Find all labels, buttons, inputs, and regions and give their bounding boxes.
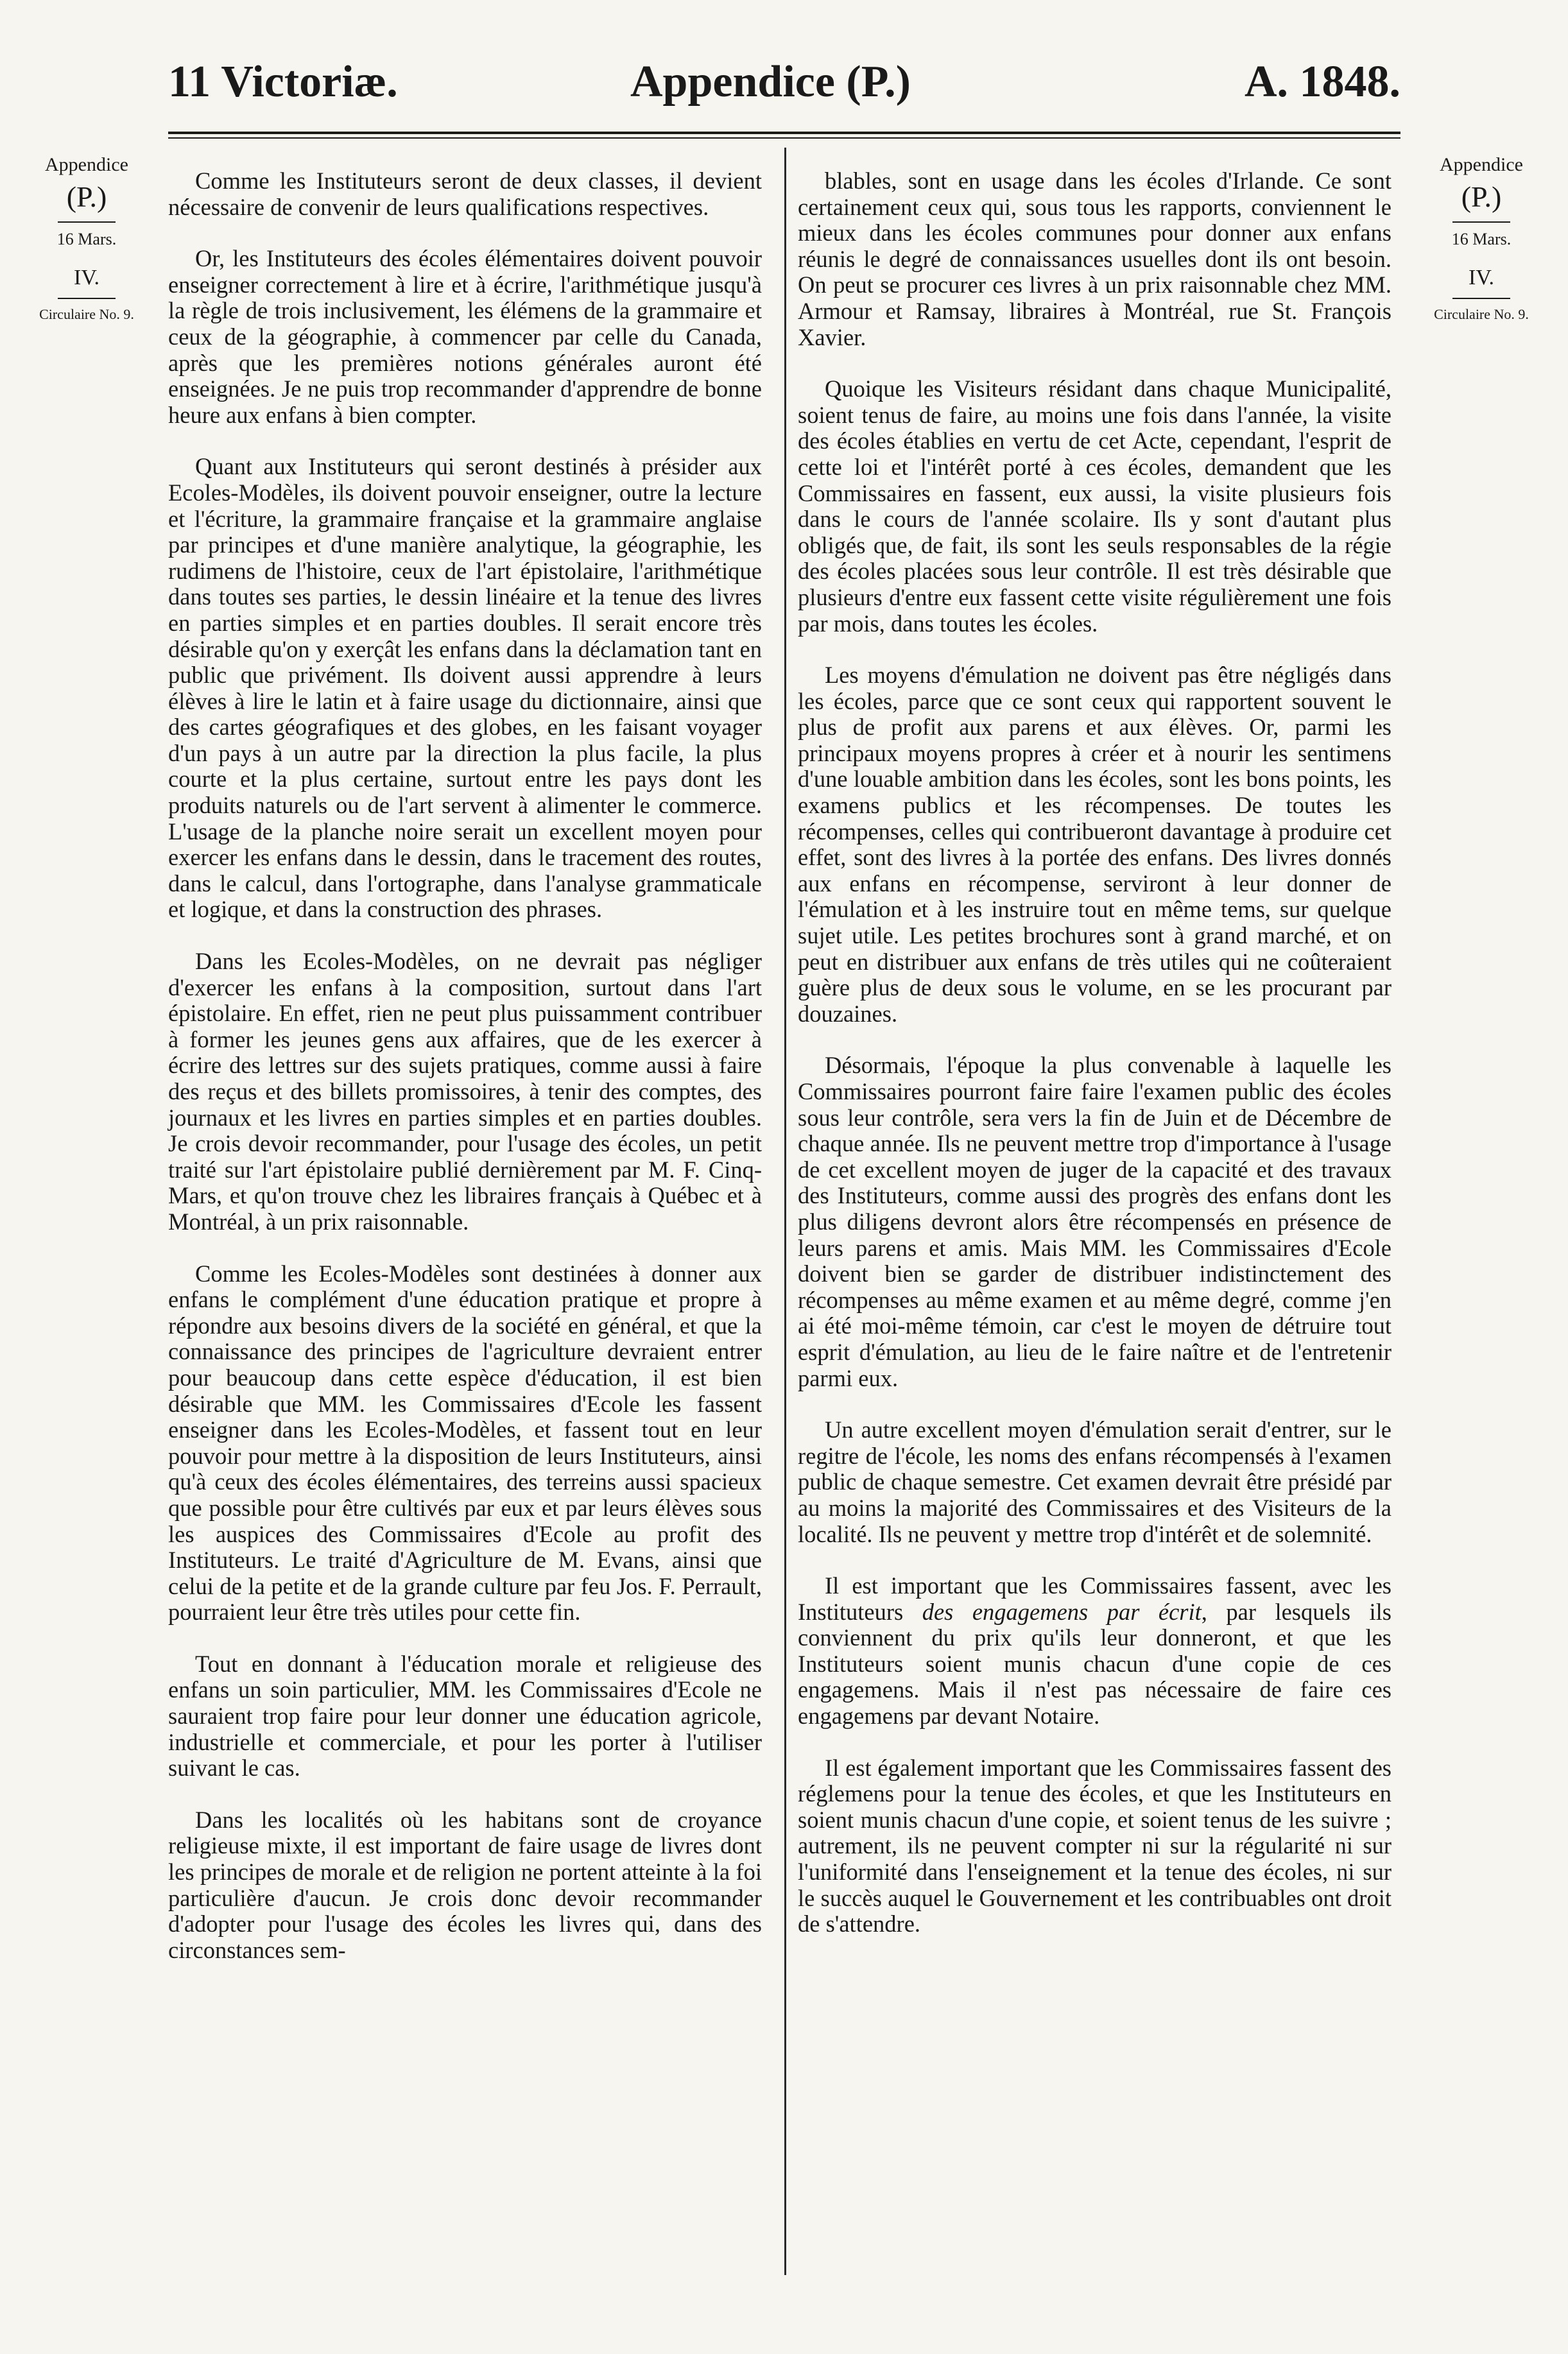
margin-divider	[58, 221, 116, 223]
header-regnal-year: 11 Victoriæ.	[168, 57, 398, 107]
header-rule-thin	[168, 137, 1400, 139]
italic-phrase: des engagemens par écrit	[922, 1598, 1202, 1625]
paragraph: Il est également important que les Commissaires fassent des réglemens pour la tenue des écoles, et que les Instituteurs en soient munis chacun d'une copie, et soient tenus de les suivre ; autrement, ils ne peuvent compter ni sur la régularité ni sur l'uniformité dans l'enseignement et la tenue des écoles, ni sur le succès auquel le Gouvernement et les contribuables ont droit de s'attendre.	[798, 1754, 1391, 1937]
paragraph: Quant aux Instituteurs qui seront destinés à présider aux Ecoles-Modèles, ils doivent pouvoir enseigner, outre la lecture et l'écriture, la grammaire française et la grammaire anglaise par principes et d'une manière analytique, la géographie, les rudimens de l'histoire, ceux de l'art épistolaire, l'arithmétique dans toutes ses parties, le dessin linéaire et la tenue des livres en parties simples et en parties doubles. Il serait encore très désirable qu'on y exerçât les enfans dans la déclamation tant en public que privément. Ils doivent aussi apprendre à leurs élèves à lire le latin et à faire usage du dictionnaire, ainsi que des cartes géografiques et des globes, en les faisant voyager d'un pays à un autre par la direction la plus facile, la plus courte et la plus certaine, surtout entre les pays dont les produits naturels ou de l'art servent à alimenter le commerce. L'usage de la planche noire serait un excellent moyen pour exercer les enfans dans le dessin, dans le tracement des routes, dans le calcul, dans l'ortographe, dans l'analyse grammaticale et logique, et dans la construction des phrases.	[168, 453, 762, 923]
margin-circular-number: Circulaire No. 9.	[1434, 306, 1529, 322]
paragraph: Comme les Ecoles-Modèles sont destinées à donner aux enfans le complément d'une éducation pratique et propre à répondre aux besoins divers de la société en général, et que la connaissance des principes de l'agriculture devraient entrer pour beaucoup dans cette espèce d'éducation, il est bien désirable que MM. les Commissaires d'Ecole les fassent enseigner dans les Ecoles-Modèles, et fassent tout en leur pouvoir pour mettre à la disposition de leurs Instituteurs, ainsi qu'à ceux des écoles élémentaires, des terreins aussi spacieux que possible pour être cultivés par eux et par leurs élèves sous les auspices des Commissaires d'Ecole au profit des Instituteurs. Le traité d'Agriculture de M. Evans, ainsi que celui de la petite et de la grande culture par feu Jos. F. Perrault, pourraient leur être très utiles pour cette fin.	[168, 1260, 762, 1626]
margin-divider	[1452, 221, 1510, 223]
margin-divider	[1452, 298, 1510, 299]
paragraph: Désormais, l'époque la plus convenable à laquelle les Commissaires pourront faire faire l'examen public des écoles sous leur contrôle, sera vers la fin de Juin et de Décembre de chaque année. Ils ne peuvent mettre trop d'importance à l'usage de cet excellent moyen de juger de la capacité et des travaux des Instituteurs, comme aussi des progrès des enfans dont les plus diligens devront alors être récompensés en présence de leurs parens et amis. Mais MM. les Commissaires d'Ecole doivent bien se garder de distribuer indistinctement des récompenses au même examen et au même degré, comme j'en ai été moi-même témoin, car c'est le moyen de détruire tout esprit d'émulation, au lieu de le faire naître et de l'entretenir parmi eux.	[798, 1052, 1391, 1391]
right-text-column	[798, 168, 1391, 1937]
margin-appendix-label: Appendice	[1440, 154, 1523, 175]
paragraph: blables, sont en usage dans les écoles d'Irlande. Ce sont certainement ceux qui, sous tous les rapports, conviennent le mieux dans les écoles communes pour donner aux enfans réunis le degré de connaissances usuelles dont ils ont besoin. On peut se procurer ces livres à un prix raisonnable chez MM. Armour et Ramsay, libraires à Montréal, rue St. François Xavier.	[798, 168, 1391, 350]
margin-appendix-label: Appendice	[45, 154, 128, 175]
margin-appendix-letter: (P.)	[66, 180, 107, 213]
header-appendix-title: Appendice (P.)	[630, 57, 911, 107]
paragraph-text: Il est important que les Commissaires fassent, avec les Instituteurs	[798, 1572, 1391, 1625]
margin-date: 16 Mars.	[1451, 230, 1512, 248]
margin-section-number: IV.	[74, 265, 99, 289]
left-margin-note	[26, 153, 148, 323]
paragraph: Les moyens d'émulation ne doivent pas être négligés dans les écoles, parce que ce sont ceux qui rapportent souvent le plus de profit aux parens et aux élèves. Or, parmi les principaux moyens propres à créer et à nourir les sentimens d'une louable ambition dans les écoles, sont les bons points, les examens publics et les récompenses. De toutes les récompenses, celles qui contribueront davantage à produire cet effet, sont des livres à la portée des enfans. Des livres donnés aux enfans en récompense, serviront à leur donner de l'émulation et à les instruire tout en même tems, sur quelque sujet utile. Les petites brochures sont à grand marché, et on peut en distribuer aux enfans de très utiles qui ne coûteraient guère plus de deux sous le volume, en se les procurant par douzaines.	[798, 662, 1391, 1027]
paragraph: Un autre excellent moyen d'émulation serait d'entrer, sur le regitre de l'école, les noms des enfans récompensés à l'examen public de chaque semestre. Cet examen devrait être présidé par au moins la majorité des Commissaires et des Visiteurs de la localité. Ils ne peuvent y mettre trop d'intérêt et de solemnité.	[798, 1416, 1391, 1547]
paragraph: Dans les Ecoles-Modèles, on ne devrait pas négliger d'exercer les enfans à la composition, surtout dans l'art épistolaire. En effet, rien ne peut plus puissamment contribuer à former les jeunes gens aux affaires, que de les exercer à écrire des lettres sur des sujets pratiques, comme aussi à faire des reçus et des billets promissoires, à tenir des comptes, des journaux et les livres en parties simples et en parties doubles. Je crois devoir recommander, pour l'usage des écoles, un petit traité sur l'art épistolaire publié dernièrement par M. F. Cinq-Mars, et qu'on trouve chez les libraires français à Québec et à Montréal, à un prix raisonnable.	[168, 948, 762, 1235]
margin-appendix-letter: (P.)	[1461, 180, 1502, 213]
paragraph-text: , par lesquels ils conviennent du prix qu'ils leur donneront, et que les Instituteurs soient munis chacun d'une copie de ces engagemens. Mais il n'est pas nécessaire de faire ces engagemens par devant Notaire.	[798, 1598, 1391, 1730]
paragraph: Comme les Instituteurs seront de deux classes, il devient nécessaire de convenir de leurs qualifications respectives.	[168, 168, 762, 220]
paragraph: Tout en donnant à l'éducation morale et religieuse des enfans un soin particulier, MM. les Commissaires d'Ecole ne sauraient trop faire pour leur donner une éducation agricole, industrielle et commerciale, et pour les porter à l'utiliser suivant le cas.	[168, 1650, 762, 1782]
column-divider	[784, 148, 786, 2275]
paragraph: Quoique les Visiteurs résidant dans chaque Municipalité, soient tenus de faire, au moins une fois dans l'année, la visite des écoles établies en vertu de cet Acte, cependant, l'esprit de cette loi et l'intérêt porté à ces écoles, demandent que les Commissaires en fassent, eux aussi, la visite plusieurs fois dans le cours de l'année scolaire. Ils y sont d'autant plus obligés que, de fait, ils sont les seuls responsables de la régie des écoles placées sous leur contrôle. Il est très désirable que plusieurs d'entre eux fassent cette visite régulièrement une fois par mois, dans toutes les écoles.	[798, 375, 1391, 637]
paragraph	[798, 1573, 1391, 1730]
right-margin-note	[1420, 153, 1542, 323]
margin-section-number: IV.	[1469, 265, 1494, 289]
margin-divider	[58, 298, 116, 299]
margin-circular-number: Circulaire No. 9.	[39, 306, 134, 322]
margin-date: 16 Mars.	[56, 230, 117, 248]
left-text-column	[168, 168, 762, 1963]
paragraph: Or, les Instituteurs des écoles élémentaires doivent pouvoir enseigner correctement à lire et à écrire, l'arithmétique jusqu'à la règle de trois inclusivement, les élémens de la grammaire et ceux de la géographie, à commencer par celle du Canada, après que les premières notions générales auront été enseignées. Je ne puis trop recommander d'apprendre de bonne heure aux enfans à bien compter.	[168, 245, 762, 428]
paragraph: Dans les localités où les habitans sont de croyance religieuse mixte, il est important de faire usage de livres dont les principes de morale et de religion ne portent atteinte à la foi particulière d'aucun. Je crois donc devoir recommander d'adopter pour l'usage des écoles les livres qui, dans des circonstances sem-	[168, 1806, 762, 1963]
page-header	[168, 56, 1400, 108]
header-rule-thick	[168, 132, 1400, 134]
header-year: A. 1848.	[1244, 57, 1400, 107]
